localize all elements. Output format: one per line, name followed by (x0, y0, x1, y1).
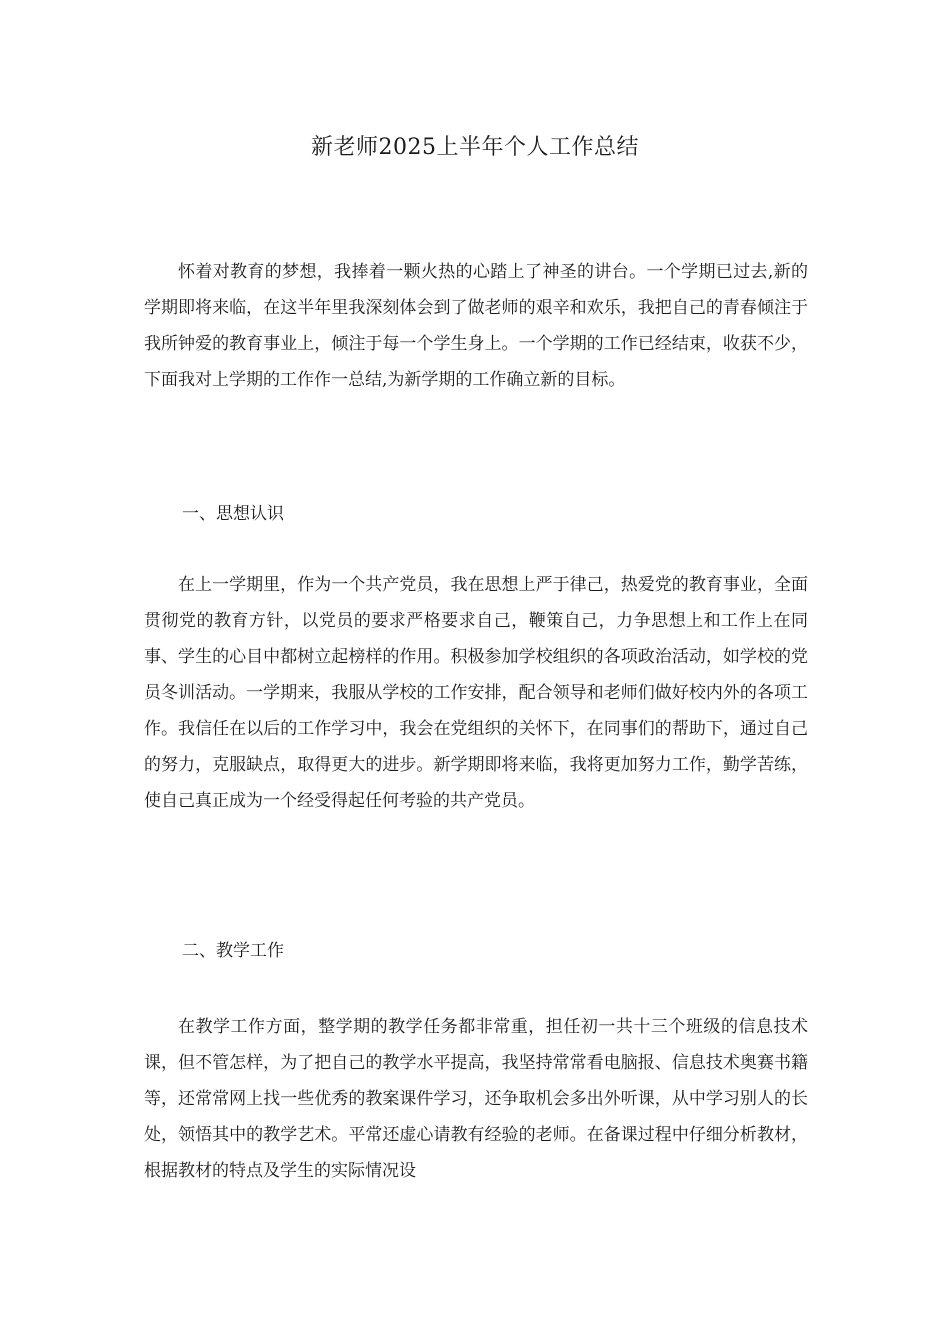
section-body-teaching: 在教学工作方面，整学期的教学任务都非常重，担任初一共十三个班级的信息技术课，但不管怎样，为了把自己的教学水平提高，我坚持常常看电脑报、信息技术奥赛书籍等，还常常网上找一些优秀的教案课件学习，还争取机会多出外听课，从中学习别人的长处，领悟其中的教学艺术。平常还虚心请教有经验的老师。在备课过程中仔细分析教材，根据教材的特点及学生的实际情况设 (144, 1017, 808, 1181)
section-heading-teaching: 二、教学工作 (182, 941, 284, 961)
intro-paragraph: 怀着对教育的梦想，我捧着一颗火热的心踏上了神圣的讲台。一个学期已过去,新的学期即将来临，在这半年里我深刻体会到了做老师的艰辛和欢乐，我把自己的青春倾注于我所钟爱的教育事业上，倾注于每一个学生身上。一个学期的工作已经结束，收获不少，下面我对上学期的工作作一总结,为新学期的工作确立新的目标。 (144, 262, 808, 390)
section-body-ideology: 在上一学期里，作为一个共产党员，我在思想上严于律己，热爱党的教育事业，全面贯彻党的教育方针，以党员的要求严格要求自己，鞭策自己，力争思想上和工作上在同事、学生的心目中都树立起榜样的作用。积极参加学校组织的各项政治活动，如学校的党员冬训活动。一学期来，我服从学校的工作安排，配合领导和老师们做好校内外的各项工作。我信任在以后的工作学习中，我会在党组织的关怀下，在同事们的帮助下，通过自己的努力，克服缺点，取得更大的进步。新学期即将来临，我将更加努力工作，勤学苦练，使自己真正成为一个经受得起任何考验的共产党员。 (144, 575, 808, 811)
document-title: 新老师2025上半年个人工作总结 (311, 135, 639, 160)
section-heading-ideology: 一、思想认识 (182, 504, 284, 524)
